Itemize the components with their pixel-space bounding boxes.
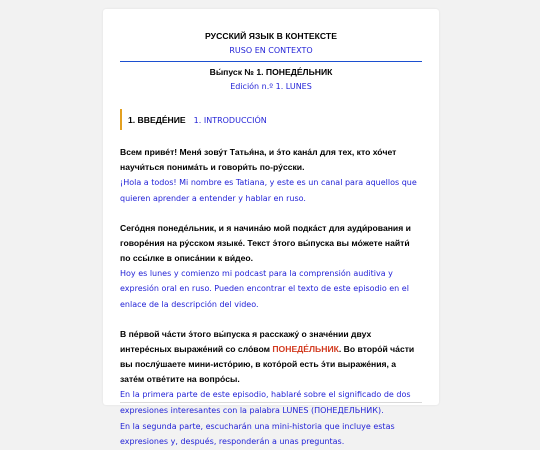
paragraph-es: ¡Hola a todos! Mi nombre es Tatiana, y este es un canal para aquellos que quieren aprender a entender y hablar en ruso. [120,178,417,203]
section-label-es: 1. INTRODUCCIÓN [193,116,267,125]
issue-title-es: Edición n.º 1. LUNES [230,82,312,91]
section-divider [120,402,422,403]
highlighted-word: ПОНЕДЕ́ЛЬНИК [272,343,339,354]
paragraph-es: Hoy es lunes y comienzo mi podcast para la comprensión auditiva y expresión oral en ruso. Pueden encontrar el texto de este episodio en el enlace de la descripción del video. [120,268,409,310]
section-heading-introduction [120,109,422,130]
document-body [103,9,439,450]
paragraph-episode-plan [120,327,422,450]
document-page [103,9,439,447]
paragraph-ru-part: . Во второ́й ча́сти вы послу́шаете мини-исто́рию, в кото́рой есть э́ти выраже́ния, а зате́м отве́тите на вопро́сы. [120,343,415,384]
paragraph-ru-part: В пе́рвой ча́сти э́того вы́пуска я расскажу́ о значе́нии двух интере́сных выраже́ний со сло́вом [120,328,372,354]
paragraph-ru: Сего́дня понеде́льник, и я начина́ю мой подка́ст для ауди́рования и говоре́ния на ру́сском языке́. Текст э́того вы́пуска вы мо́жете найти́ по ссы́лке в описа́нии к ви́део. [120,222,411,263]
paragraph-ru [120,327,422,387]
paragraph-es: En la segunda parte, escucharán una mini-historia que incluye estas expresiones y, después, responderán a unas preguntas. [120,421,395,447]
title-divider [120,61,422,62]
paragraph-ru: Всем приве́т! Меня́ зову́т Татья́на, и э́то кана́л для тех, кто хо́чет научи́ться понима́ть и говори́ть по-ру́сски. [120,147,397,172]
section-label-ru: 1. ВВЕДЕ́НИЕ [128,115,186,125]
document-title-ru: РУССКИЙ ЯЗЫК В КОНТЕКСТЕ [205,31,337,41]
paragraph-podcast-intro [120,221,422,313]
document-title-es: RUSO EN CONTEXTO [229,46,313,55]
paragraph-es: En la primera parte de este episodio, hablaré sobre el significado de dos expresiones interesantes con la palabra LUNES (ПОНЕДЕЛЬНИК). [120,389,411,415]
paragraph-greeting [120,145,422,207]
issue-title-ru: Вы́пуск № 1. ПОНЕДЕ́ЛЬНИК [209,67,333,77]
